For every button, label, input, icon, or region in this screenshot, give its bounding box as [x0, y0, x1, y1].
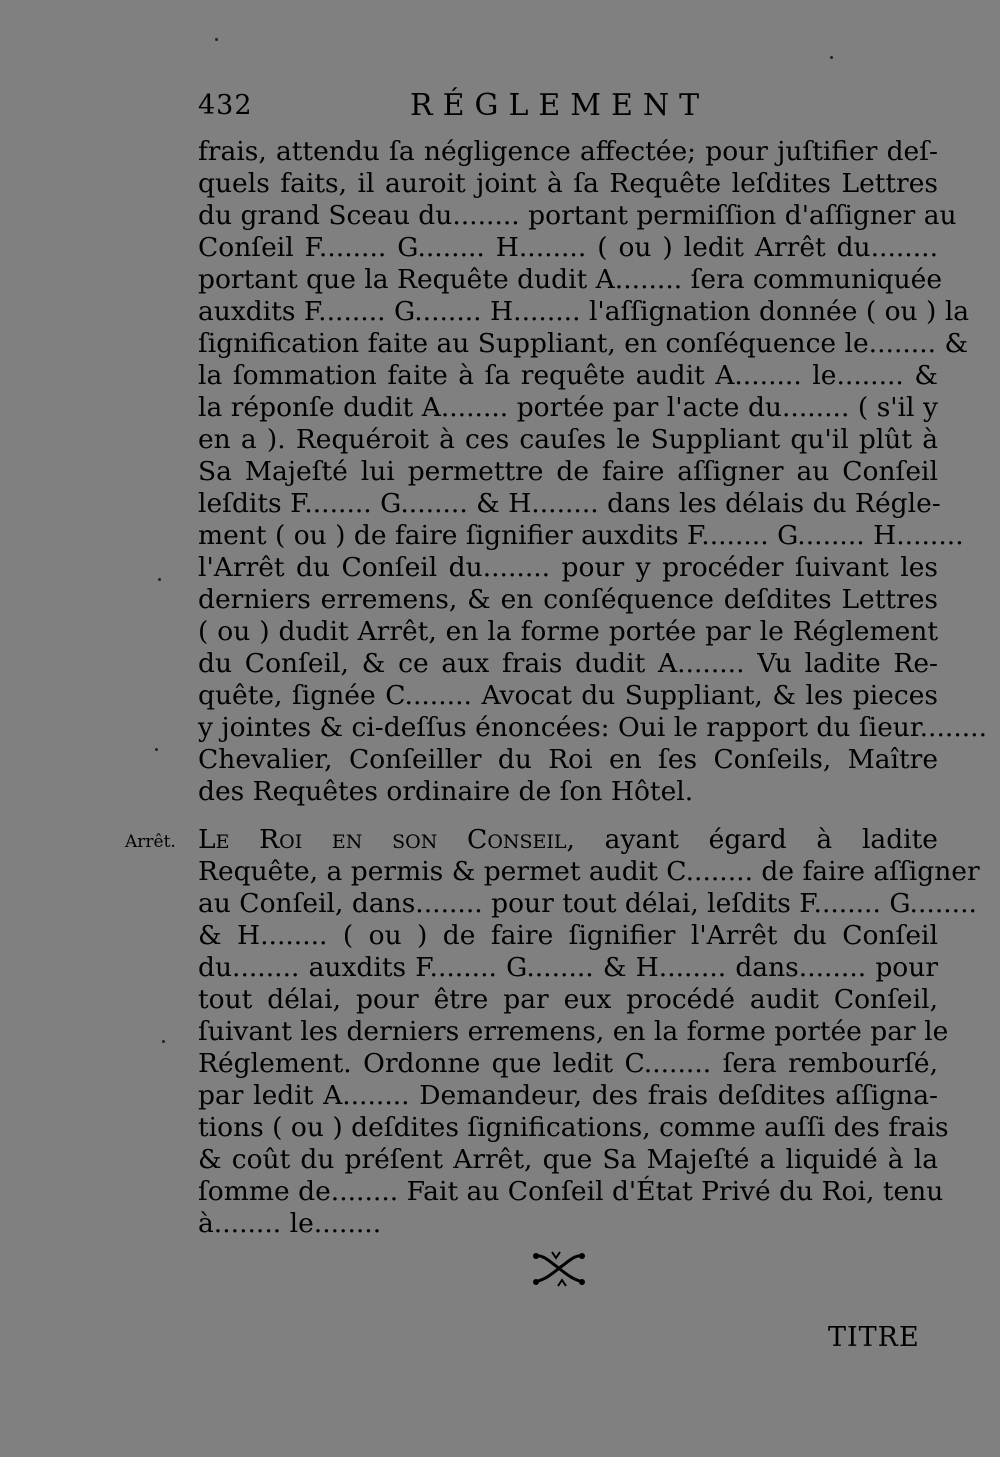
page-number: 432	[198, 90, 253, 121]
text-line: y jointes & ci-deſſus énoncées: Oui le rapport du ſieur........	[198, 712, 988, 743]
catchword: TITRE	[828, 1322, 920, 1353]
text-line: portant que la Requête dudit A........ ſera communiquée	[198, 264, 943, 295]
text-line: en a ). Requéroit à ces cauſes le Suppliant qu'il plût à	[198, 424, 938, 455]
paper-speck	[155, 748, 158, 751]
text-line: Réglement. Ordonne que ledit C........ ſera rembourſé,	[198, 1048, 938, 1079]
fleuron-ornament-icon	[530, 1250, 590, 1290]
text-line: ( ou ) dudit Arrêt, en la forme portée par le Réglement	[198, 616, 938, 647]
text-line: ment ( ou ) de faire ſignifier auxdits F........ G........ H........	[198, 520, 964, 551]
ruling-lead-rest: , ayant égard à ladite	[566, 824, 938, 855]
text-line: & H........ ( ou ) de faire ſignifier l'Arrêt du Conſeil	[198, 920, 938, 951]
paper-speck	[158, 578, 161, 581]
text-line-first	[198, 824, 938, 856]
text-line: ſuivant les derniers erremens, en la forme portée par le	[198, 1016, 949, 1047]
paper-speck	[162, 1040, 165, 1043]
text-line: ſignification faite au Suppliant, en conſéquence le........ &	[198, 328, 969, 359]
paragraph-ruling	[198, 824, 980, 1240]
text-line: la réponſe dudit A........ portée par l'acte du........ ( s'il y	[198, 392, 938, 423]
text-line: du grand Sceau du........ portant permiſſion d'aſſigner au	[198, 200, 957, 231]
text-line: tout délai, pour être par eux procédé audit Conſeil,	[198, 984, 938, 1015]
text-line: au Conſeil, dans........ pour tout délai, leſdits F........ G........	[198, 888, 977, 919]
page-header	[198, 88, 938, 128]
text-line: & coût du préſent Arrêt, que Sa Majeſté a liquidé à la	[198, 1144, 938, 1175]
text-line: ſomme de........ Fait au Conſeil d'État Privé du Roi, tenu	[198, 1176, 944, 1207]
text-line: Requête, a permis & permet audit C........ de faire aſſigner	[198, 856, 980, 887]
text-line: par ledit A........ Demandeur, des frais deſdites aſſigna-	[198, 1080, 938, 1111]
running-title: RÉGLEMENT	[410, 88, 710, 123]
text-line: Sa Majeſté lui permettre de faire aſſigner au Conſeil	[198, 456, 938, 487]
text-line: tions ( ou ) deſdites ſignifications, comme auſſi des frais	[198, 1112, 949, 1143]
paragraph-request	[198, 136, 988, 808]
text-line: la ſommation faite à ſa requête audit A........ le........ &	[198, 360, 938, 391]
text-line: auxdits F........ G........ H........ l'aſſignation donnée ( ou ) la	[198, 296, 970, 327]
text-line: du........ auxdits F........ G........ & H........ dans........ pour	[198, 952, 938, 983]
text-line: quels faits, il auroit joint à ſa Requête leſdites Lettres	[198, 168, 938, 199]
text-line: Conſeil F........ G........ H........ ( ou ) ledit Arrêt du........	[198, 232, 938, 263]
text-line: à........ le........	[198, 1208, 382, 1239]
text-line: des Requêtes ordinaire de ſon Hôtel.	[198, 776, 694, 807]
margin-note: Arrêt.	[125, 832, 176, 852]
text-line: leſdits F........ G........ & H........ dans les délais du Régle-	[198, 488, 941, 519]
text-line: Chevalier, Conſeiller du Roi en ſes Conſeils, Maître	[198, 744, 938, 775]
text-line: l'Arrêt du Conſeil du........ pour y procéder ſuivant les	[198, 552, 938, 583]
text-line: derniers erremens, & en conſéquence deſdites Lettres	[198, 584, 938, 615]
paper-speck	[215, 38, 218, 41]
text-line: quête, ſignée C........ Avocat du Suppliant, & les pieces	[198, 680, 938, 711]
ruling-lead: Le Roi en son Conseil	[198, 824, 567, 855]
text-line: du Conſeil, & ce aux frais dudit A........ Vu ladite Re-	[198, 648, 938, 679]
text-line: frais, attendu ſa négligence affectée; pour juſtifier deſ-	[198, 136, 938, 167]
paper-speck	[830, 56, 833, 59]
